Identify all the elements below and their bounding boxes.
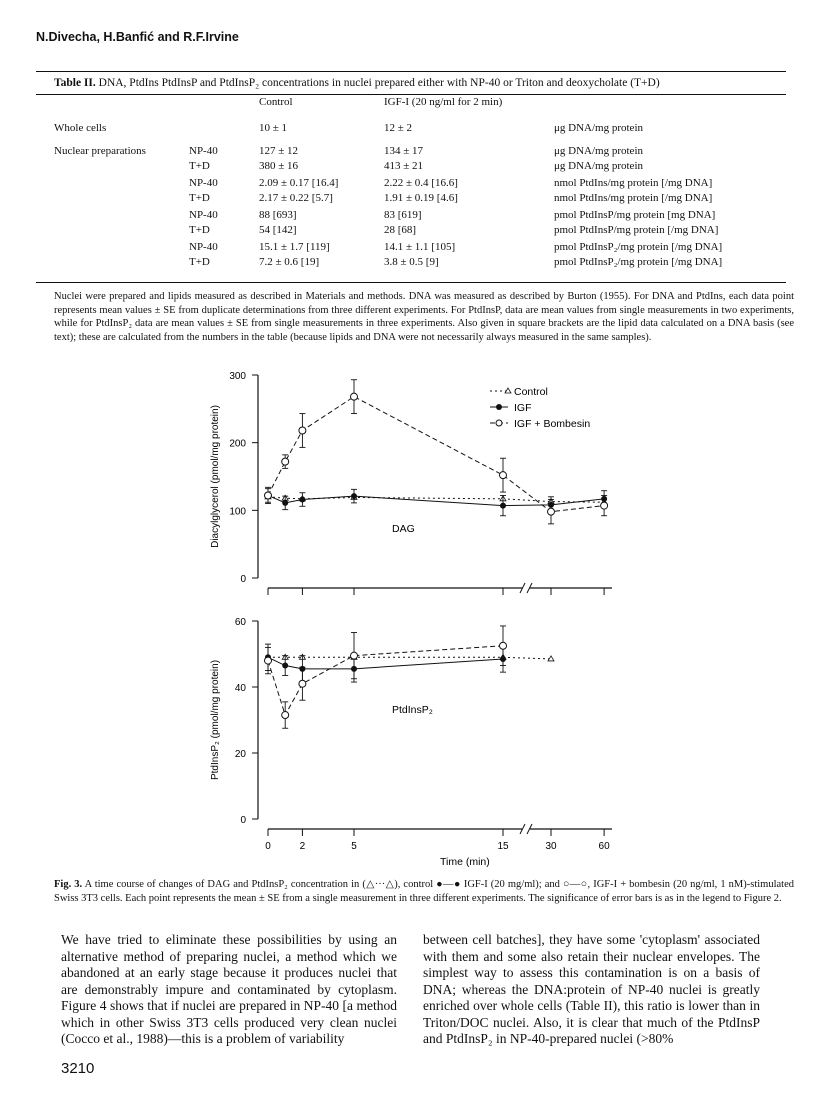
table-cell-prep: T+D — [189, 256, 210, 268]
body-column-left: We have tried to eliminate these possibilities by using an alternative method of preparing nuclei, a method which we abandoned at an early stage because it produces nuclei that are demonstrably impure and contaminated by cytoplasm. Figure 4 shows that if nuclei are prepared in NP-40 [a method which in other Swiss 3T3 cells produced very clean nuclei (Cocco et al., 1988)—this is a problem of variability — [61, 932, 397, 1046]
data-point-igf-bombesin — [299, 427, 306, 434]
table-cell-igf: 413 ± 21 — [384, 160, 424, 172]
data-point-igf — [282, 500, 288, 506]
table-cell-igf: 2.22 ± 0.4 [16.6] — [384, 177, 458, 189]
table-cell-prep: NP-40 — [189, 241, 218, 253]
legend-entry: IGF + Bombesin — [514, 418, 591, 430]
table-cell-prep: NP-40 — [189, 209, 218, 221]
table-cell-unit: pmol PtdInsP₂/mg protein [/mg DNA] — [554, 256, 723, 268]
dag-chart — [210, 371, 612, 595]
running-header: N.Divecha, H.Banfić and R.F.Irvine — [36, 30, 239, 44]
figure-label: Fig. 3. — [54, 879, 83, 890]
x-tick-label: 15 — [497, 841, 509, 852]
dag-label: DAG — [392, 523, 415, 535]
legend-entry: IGF — [514, 402, 532, 414]
table-label: Table II. — [54, 77, 96, 89]
table-cell-igf: 14.1 ± 1.1 [105] — [384, 241, 456, 253]
table-cell-unit: pmol PtdInsP₂/mg protein [/mg DNA] — [554, 241, 723, 253]
figure-caption-text: A time course of changes of DAG and PtdInsP₂ concentration in (△···△), control ●—● IGF-I (20 mg/ml); and ○—○, IGF-I + bombesin (20 ng/ml, 1 nM)-stimulated Swiss 3T3 cells. Each point represents the mean ± SE from a single measurement in three different experiments. The significance of error bars is as in the legend to Figure 2. — [54, 879, 794, 904]
table-cell-prep: NP-40 — [189, 145, 218, 157]
table-cell-igf: 83 [619] — [384, 209, 422, 221]
series-line-igf-bombesin — [268, 397, 604, 512]
data-point-igf — [282, 663, 288, 669]
y-axis-title: Diacylglycerol (pmol/mg protein) — [210, 405, 221, 548]
table-footnote: Nuclei were prepared and lipids measured as described in Materials and methods. DNA was measured as described by Burton (1955). For DNA and PtdIns, each data point represents mean values ± SE from duplicate determinations from three different experiments. For PtdInsP, data are mean values from single measurements in two experiments, while for PtdInsP₂ data are mean values ± SE from single measurements in three experiments. Also given in square brackets are the lipid data calculated on a DNA basis (see text); these are calculated from the numbers in the table (because lipids and DNA were not necessarily always measured in the same samples). — [54, 291, 794, 343]
table-cell-igf: 134 ± 17 — [384, 145, 424, 157]
table-cell-label: Nuclear preparations — [54, 145, 146, 157]
figure-caption — [54, 878, 794, 905]
data-point-igf-bombesin — [282, 458, 289, 465]
table-cell-unit: pmol PtdInsP/mg protein [mg DNA] — [554, 209, 716, 221]
data-point-igf-bombesin — [265, 657, 272, 664]
data-point-igf-bombesin — [500, 642, 507, 649]
table-cell-unit: μg DNA/mg protein — [554, 160, 643, 172]
data-point-igf-bombesin — [351, 652, 358, 659]
legend-entry: Control — [514, 386, 548, 398]
y-tick-label: 0 — [240, 574, 246, 585]
header-cell: Control — [259, 96, 293, 108]
header-cell: IGF-I (20 ng/ml for 2 min) — [384, 96, 503, 108]
table-cell-control: 2.17 ± 0.22 [5.7] — [259, 192, 333, 204]
data-point-igf — [500, 503, 506, 509]
data-point-igf-bombesin — [299, 680, 306, 687]
chart-legend — [490, 386, 590, 430]
data-point-igf-bombesin — [548, 508, 555, 515]
data-point-igf-bombesin — [351, 393, 358, 400]
data-point-igf-bombesin — [282, 712, 289, 719]
table-cell-label: Whole cells — [54, 122, 107, 134]
table-cell-control: 127 ± 12 — [259, 145, 299, 157]
table-cell-control: 2.09 ± 0.17 [16.4] — [259, 177, 339, 189]
table-cell-igf: 3.8 ± 0.5 [9] — [384, 256, 439, 268]
table-cell-control: 15.1 ± 1.7 [119] — [259, 241, 330, 253]
x-tick-label: 60 — [598, 841, 610, 852]
y-tick-label: 0 — [240, 815, 246, 826]
y-tick-label: 40 — [234, 683, 246, 694]
table-cell-unit: pmol PtdInsP/mg protein [/mg DNA] — [554, 224, 719, 236]
x-tick-label: 30 — [545, 841, 557, 852]
data-point-igf — [351, 493, 357, 499]
table-cell-control: 88 [693] — [259, 209, 297, 221]
x-axis-title: Time (min) — [440, 856, 490, 868]
y-tick-label: 200 — [229, 438, 246, 450]
y-tick-label: 60 — [234, 617, 246, 628]
table-cell-control: 10 ± 1 — [259, 122, 288, 134]
y-axis-title: PtdInsP₂ (pmol/mg protein) — [210, 659, 221, 781]
table-cell-igf: 28 [68] — [384, 224, 417, 236]
table-title-text: DNA, PtdIns PtdInsP and PtdInsP₂ concentrations in nuclei prepared either with NP-40 or Triton and deoxycholate (T+D) — [95, 77, 660, 89]
y-tick-label: 300 — [229, 371, 246, 382]
table-cell-unit: nmol PtdIns/mg protein [/mg DNA] — [554, 177, 713, 189]
page-number: 3210 — [61, 1060, 95, 1077]
y-tick-label: 20 — [234, 749, 246, 760]
table-cell-unit: nmol PtdIns/mg protein [/mg DNA] — [554, 192, 713, 204]
table-cell-control: 380 ± 16 — [259, 160, 299, 172]
body-column-right: between cell batches], they have some 'cytoplasm' associated with them and some also retain their nuclear envelopes. The simplest way to assess this contamination is on a basis of DNA; whereas the DNA:protein of NP-40 nuclei is greatly enriched over whole cells (Table II), this ratio is lower than in Triton/DOC nuclei. Also, it is clear that much of the PtdInsP and PtdInsP₂ in NP-40-prepared nuclei (>80% — [423, 932, 760, 1046]
table-cell-prep: NP-40 — [189, 177, 218, 189]
data-point-igf-bombesin — [601, 502, 608, 509]
table-cell-igf: 1.91 ± 0.19 [4.6] — [384, 192, 458, 204]
series-line-control — [268, 657, 551, 659]
legend-marker — [496, 404, 502, 410]
data-point-igf — [299, 497, 305, 503]
pip2-label: PtdInsP₂ — [392, 704, 433, 716]
table-cell-control: 7.2 ± 0.6 [19] — [259, 256, 320, 268]
table-cell-prep: T+D — [189, 192, 210, 204]
table-cell-igf: 12 ± 2 — [384, 122, 413, 134]
x-tick-label: 5 — [351, 841, 357, 852]
table-cell-prep: T+D — [189, 224, 210, 236]
table-cell-control: 54 [142] — [259, 224, 297, 236]
legend-marker — [496, 420, 502, 426]
y-tick-label: 100 — [229, 506, 246, 518]
x-tick-label: 2 — [299, 841, 306, 852]
table-cell-prep: T+D — [189, 160, 210, 172]
pip2-chart — [210, 617, 612, 852]
data-point-igf-bombesin — [265, 492, 272, 499]
table-cell-unit: μg DNA/mg protein — [554, 145, 643, 157]
data-point-igf-bombesin — [500, 472, 507, 479]
x-tick-label: 0 — [265, 841, 271, 852]
table-cell-unit: μg DNA/mg protein — [554, 122, 643, 134]
